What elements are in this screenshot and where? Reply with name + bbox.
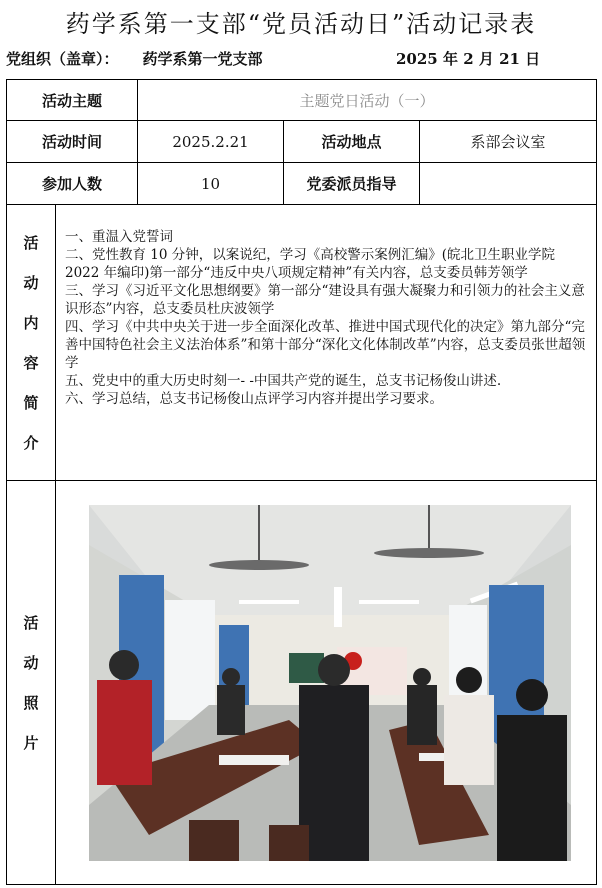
summary-item: 三、学习《习近平文化思想纲要》第一部分“建设具有强大凝聚力和引领力的社会主义意识形态”内容，总支委员杜庆波领学 bbox=[65, 283, 585, 317]
summary-label: 活 动 内 容 简 介 bbox=[23, 233, 39, 452]
record-table bbox=[6, 79, 597, 885]
org-label: 党组织（盖章）： bbox=[6, 50, 119, 68]
count-value: 10 bbox=[200, 174, 221, 193]
guide-label: 党委派员指导 bbox=[306, 175, 397, 193]
time-value: 2025.2.21 bbox=[172, 132, 249, 151]
activity-summary bbox=[61, 228, 595, 488]
org-value: 药学系第一党支部 bbox=[142, 50, 263, 68]
location-label: 活动地点 bbox=[321, 133, 382, 151]
activity-photo bbox=[89, 505, 571, 861]
org-line bbox=[6, 48, 263, 69]
summary-item: 六、学习总结，总支书记杨俊山点评学习内容并提出学习要求。 bbox=[65, 391, 443, 407]
theme-value: 主题党日活动（一） bbox=[299, 91, 435, 110]
summary-item: 一、重温入党誓词 bbox=[65, 229, 173, 245]
photo-label: 活 动 照 片 bbox=[23, 613, 39, 752]
record-date: 2025 年 2 月 21 日 bbox=[396, 50, 541, 68]
location-value: 系部会议室 bbox=[470, 133, 546, 151]
count-label: 参加人数 bbox=[41, 175, 102, 193]
time-label: 活动时间 bbox=[41, 133, 102, 151]
meeting-room-illustration bbox=[89, 505, 571, 861]
guide-value bbox=[420, 163, 596, 204]
summary-item: 四、学习《中共中央关于进一步全面深化改革、推进中国式现代化的决定》第九部分“完善中国特色社会主义法治体系”和第十部分“深化文化体制改革”内容，总支委员张世超领学 bbox=[65, 319, 586, 371]
summary-item: 二、党性教育 10 分钟，以案说纪，学习《高校警示案例汇编》(皖北卫生职业学院 2022 年编印)第一部分“违反中央八项规定精神”有关内容，总支委员韩芳领学 bbox=[65, 247, 556, 281]
page-title: 药学系第一支部“党员活动日”活动记录表 bbox=[65, 10, 537, 38]
theme-label: 活动主题 bbox=[41, 91, 102, 110]
summary-item: 五、党史中的重大历史时刻一- -中国共产党的诞生，总支书记杨俊山讲述. bbox=[65, 373, 502, 389]
